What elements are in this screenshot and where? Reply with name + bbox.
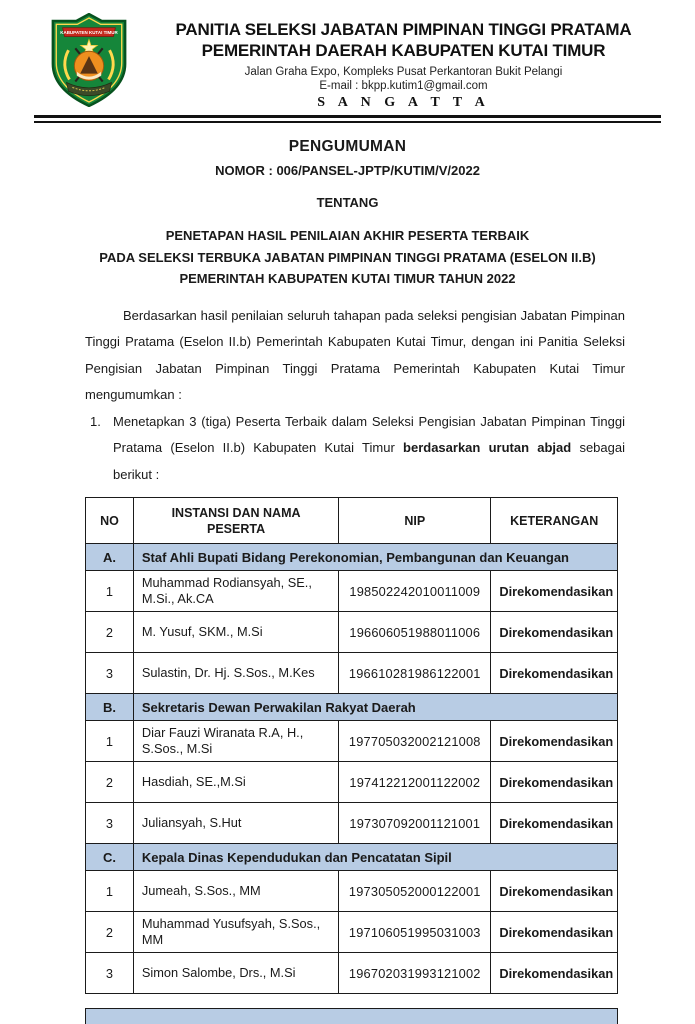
opening-paragraph: Berdasarkan hasil penilaian seluruh tahapan pada seleksi pengisian Jabatan Pimpinan Tinggi Pratama (Eselon II.b) Pemerintah Kabupaten Kutai Timur, dengan ini Panitia Seleksi Pengisian Jabatan Pimpinan Tinggi Pratama Pemerintah Kabupaten Kutai Timur mengumumkan :: [85, 307, 625, 402]
section-header-row: [86, 694, 618, 721]
cell-name: Simon Salombe, Drs., M.Si: [133, 953, 338, 994]
subject-line-2: PADA SELEKSI TERBUKA JABATAN PIMPINAN TINGGI PRATAMA (ESELON II.B): [99, 249, 596, 265]
subject-line-1: PENETAPAN HASIL PENILAIAN AKHIR PESERTA TERBAIK: [165, 228, 530, 243]
table-row: [86, 803, 618, 844]
section-letter: C.: [86, 844, 134, 871]
section-title: Sekretaris Dewan Perwakilan Rakyat Daerah: [133, 694, 617, 721]
cell-no: 1: [86, 871, 134, 912]
cell-keterangan: Direkomendasikan: [491, 871, 618, 912]
cell-no: 1: [86, 571, 134, 612]
table-row: [86, 653, 618, 694]
cell-no: 3: [86, 653, 134, 694]
results-table: [85, 497, 618, 994]
cell-keterangan: Direkomendasikan: [491, 571, 618, 612]
cell-keterangan: Direkomendasikan: [491, 721, 618, 762]
cell-keterangan: Direkomendasikan: [491, 762, 618, 803]
section-letter: B.: [86, 694, 134, 721]
cell-name: Hasdiah, SE.,M.Si: [133, 762, 338, 803]
table-row: [86, 721, 618, 762]
cell-keterangan: Direkomendasikan: [491, 803, 618, 844]
table-row: [86, 953, 618, 994]
cell-nip: 197705032002121008: [339, 721, 491, 762]
item-text-bold: berdasarkan urutan abjad: [403, 440, 572, 455]
letterhead: [0, 0, 695, 112]
kutai-timur-crest-logo: [46, 13, 132, 112]
cell-nip: 197305052000122001: [339, 871, 491, 912]
cell-keterangan: Direkomendasikan: [491, 953, 618, 994]
cell-name: Sulastin, Dr. Hj. S.Sos., M.Kes: [133, 653, 338, 694]
cell-name: Diar Fauzi Wiranata R.A, H., S.Sos., M.Si: [133, 721, 338, 762]
cell-nip: 198502242010011009: [339, 571, 491, 612]
org-name-line2: PEMERINTAH DAERAH KABUPATEN KUTAI TIMUR: [201, 41, 606, 60]
cell-nip: 196610281986122001: [339, 653, 491, 694]
crest-icon: [46, 13, 132, 107]
cell-keterangan: Direkomendasikan: [491, 653, 618, 694]
section-title: Kepala Dinas Kependudukan dan Pencatatan Sipil: [133, 844, 617, 871]
section-title: Staf Ahli Bupati Bidang Perekonomian, Pembangunan dan Keuangan: [133, 544, 617, 571]
cell-nip: 197412212001122002: [339, 762, 491, 803]
cell-name: Muhammad Rodiansyah, SE., M.Si., Ak.CA: [133, 571, 338, 612]
document-subject: [0, 225, 695, 290]
cell-no: 3: [86, 803, 134, 844]
section-header-row: [86, 844, 618, 871]
table-next-section-partial-row: [85, 1008, 618, 1024]
cell-no: 2: [86, 912, 134, 953]
cell-keterangan: Direkomendasikan: [491, 612, 618, 653]
cell-no: 3: [86, 953, 134, 994]
org-city: S A N G A T T A: [317, 95, 490, 110]
item-text-before: Menetapkan 3 (tiga) Peserta Terbaik dalam Seleksi Pengisian Jabatan Pimpinan Tinggi Pratama (Eselon II.b) Kabupaten Kutai Timur: [113, 413, 625, 455]
table-row: [86, 912, 618, 953]
cell-name: M. Yusuf, SKM., M.Si: [133, 612, 338, 653]
section-letter: A.: [86, 544, 134, 571]
crest-banner-text: KABUPATEN KUTAI TIMUR: [60, 30, 118, 36]
column-header-nip: NIP: [339, 498, 491, 544]
cell-no: 2: [86, 612, 134, 653]
cell-nip: 196702031993121002: [339, 953, 491, 994]
letterhead-divider: [34, 115, 661, 123]
about-label: TENTANG: [316, 195, 379, 210]
cell-keterangan: Direkomendasikan: [491, 912, 618, 953]
subject-line-3: PEMERINTAH KABUPATEN KUTAI TIMUR TAHUN 2022: [179, 271, 516, 286]
table-row: [86, 871, 618, 912]
cell-no: 1: [86, 721, 134, 762]
letterhead-text: [142, 13, 665, 111]
cell-nip: 197106051995031003: [339, 912, 491, 953]
item-number: 1.: [90, 413, 101, 429]
item-text-after: sebagai berikut :: [113, 440, 625, 482]
cell-nip: 196606051988011006: [339, 612, 491, 653]
cell-no: 2: [86, 762, 134, 803]
column-header-no: NO: [86, 498, 134, 544]
column-header-keterangan: KETERANGAN: [491, 498, 618, 544]
table-header-row: [86, 498, 618, 544]
table-row: [86, 762, 618, 803]
org-address: Jalan Graha Expo, Kompleks Pusat Perkantoran Bukit Pelangi: [244, 66, 563, 78]
table-row: [86, 571, 618, 612]
cell-name: Muhammad Yusufsyah, S.Sos., MM: [133, 912, 338, 953]
document-title: PENGUMUMAN: [288, 138, 407, 155]
section-header-row: [86, 544, 618, 571]
cell-name: Juliansyah, S.Hut: [133, 803, 338, 844]
document-number: NOMOR : 006/PANSEL-JPTP/KUTIM/V/2022: [215, 163, 480, 178]
cell-nip: 197307092001121001: [339, 803, 491, 844]
numbered-item-1: [85, 409, 625, 489]
table-row: [86, 612, 618, 653]
column-header-instansi-nama: INSTANSI DAN NAMA PESERTA: [133, 498, 338, 544]
org-email: E-mail : bkpp.kutim1@gmail.com: [319, 80, 488, 92]
cell-name: Jumeah, S.Sos., MM: [133, 871, 338, 912]
org-name-line1: PANITIA SELEKSI JABATAN PIMPINAN TINGGI PRATAMA: [175, 20, 632, 39]
